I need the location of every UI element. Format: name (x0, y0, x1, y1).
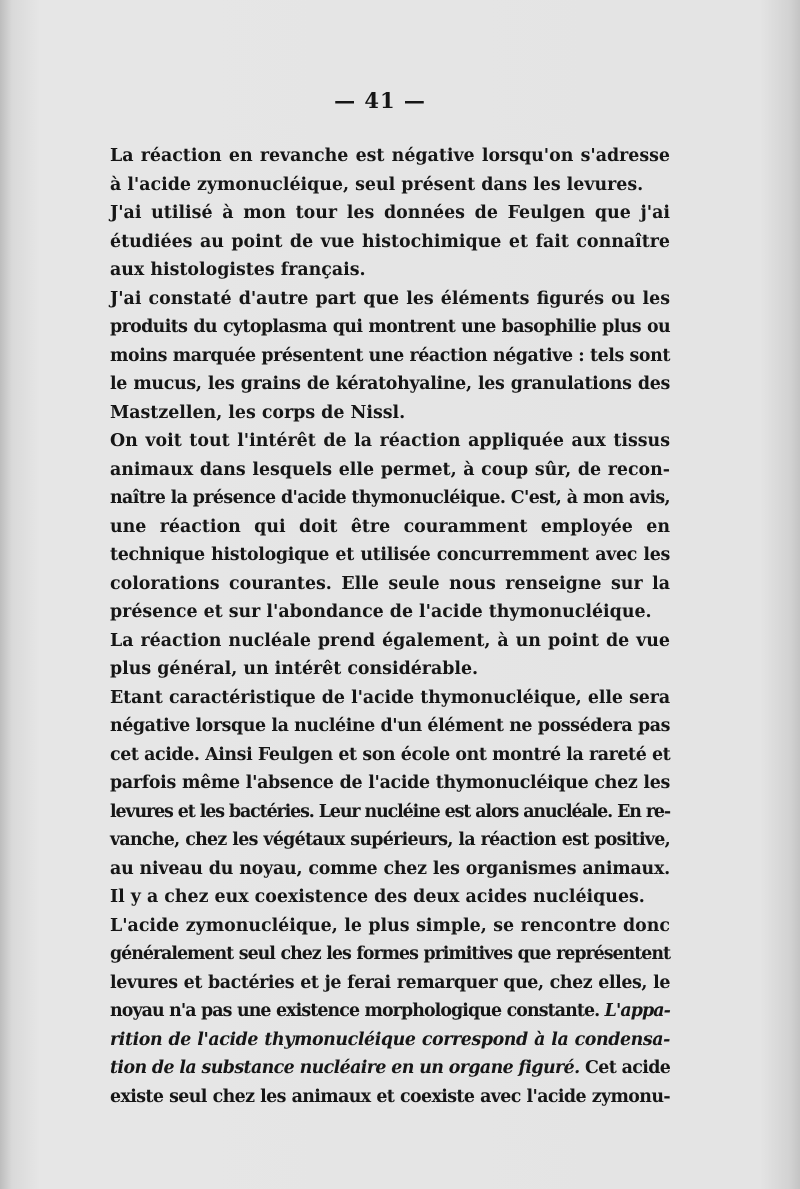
text-line: le mucus, les grains de kératohyaline, les granulations des (110, 374, 670, 394)
text-line: étudiées au point de vue histochimique et fait connaître (110, 231, 670, 252)
text-line: Mastzellen, les corps de Nissl. (110, 402, 406, 423)
text-line: produits du cytoplasma qui montrent une basophilie plus ou (110, 317, 670, 337)
text-line: technique histologique et utilisée concurremment avec les (110, 545, 670, 565)
text-line: existe seul chez les animaux et coexiste avec l'acide zymonu- (110, 1086, 670, 1107)
text-line: parfois même l'absence de l'acide thymonucléique chez les (110, 773, 670, 793)
text-line: vanche, chez les végétaux supérieurs, la réaction est positive, (110, 830, 670, 850)
text-line: à l'acide zymonucléique, seul présent dans les levures. (110, 174, 644, 195)
text-line (110, 1054, 670, 1083)
text-line: naître la présence d'acide thymonucléique. C'est, à mon avis, (110, 488, 670, 508)
text-line: au niveau du noyau, comme chez les organismes animaux. (110, 858, 670, 879)
text-line: J'ai utilisé à mon tour les données de Feulgen que j'ai (110, 203, 670, 223)
text-line: J'ai constaté d'autre part que les éléments figurés ou les (110, 288, 670, 309)
italic-segment: tion de la substance nucléaire en un organe figuré. (110, 1058, 580, 1078)
text-line: animaux dans lesquels elle permet, à coup sûr, de recon- (110, 459, 670, 480)
text-line: levures et les bactéries. Leur nucléine est alors anucléale. En re- (110, 801, 670, 822)
text-line: cet acide. Ainsi Feulgen et son école ont montré la rareté et (110, 744, 671, 765)
text-segment: Cet acide (579, 1058, 671, 1078)
text-line: moins marquée présentent une réaction négative : tels sont (110, 345, 670, 366)
text-line: plus général, un intérêt considérable. (110, 659, 479, 679)
text-line: présence et sur l'abondance de l'acide thymonucléique. (110, 602, 652, 622)
text-line: Etant caractéristique de l'acide thymonucléique, elle sera (110, 687, 670, 708)
page-number: — 41 — (334, 88, 426, 113)
text-line: levures et bactéries et je ferai remarquer que, chez elles, le (110, 972, 670, 993)
italic-segment: L'appa- (604, 1001, 670, 1021)
text-line: aux histologistes français. (110, 260, 366, 280)
text-line: une réaction qui doit être couramment employée en (110, 516, 670, 537)
text-line: La réaction nucléale prend également, à un point de vue (110, 630, 670, 651)
text-line: Il y a chez eux coexistence des deux acides nucléiques. (110, 887, 645, 907)
italic-line: rition de l'acide thymonucléique correspond à la condensa- (110, 1029, 670, 1050)
text-line: négative lorsque la nucléine d'un élément ne possédera pas (110, 716, 670, 736)
text-line (110, 997, 670, 1026)
text-line: On voit tout l'intérêt de la réaction appliquée aux tissus (110, 431, 670, 451)
body-text (110, 142, 670, 1111)
text-line: généralement seul chez les formes primitives que représentent (110, 944, 670, 964)
text-segment: noyau n'a pas une existence morphologique constante. (110, 1001, 605, 1021)
text-line: colorations courantes. Elle seule nous renseigne sur la (110, 573, 670, 594)
text-line: L'acide zymonucléique, le plus simple, se rencontre donc (110, 915, 670, 936)
text-line: La réaction en revanche est négative lorsqu'on s'adresse (110, 146, 670, 166)
